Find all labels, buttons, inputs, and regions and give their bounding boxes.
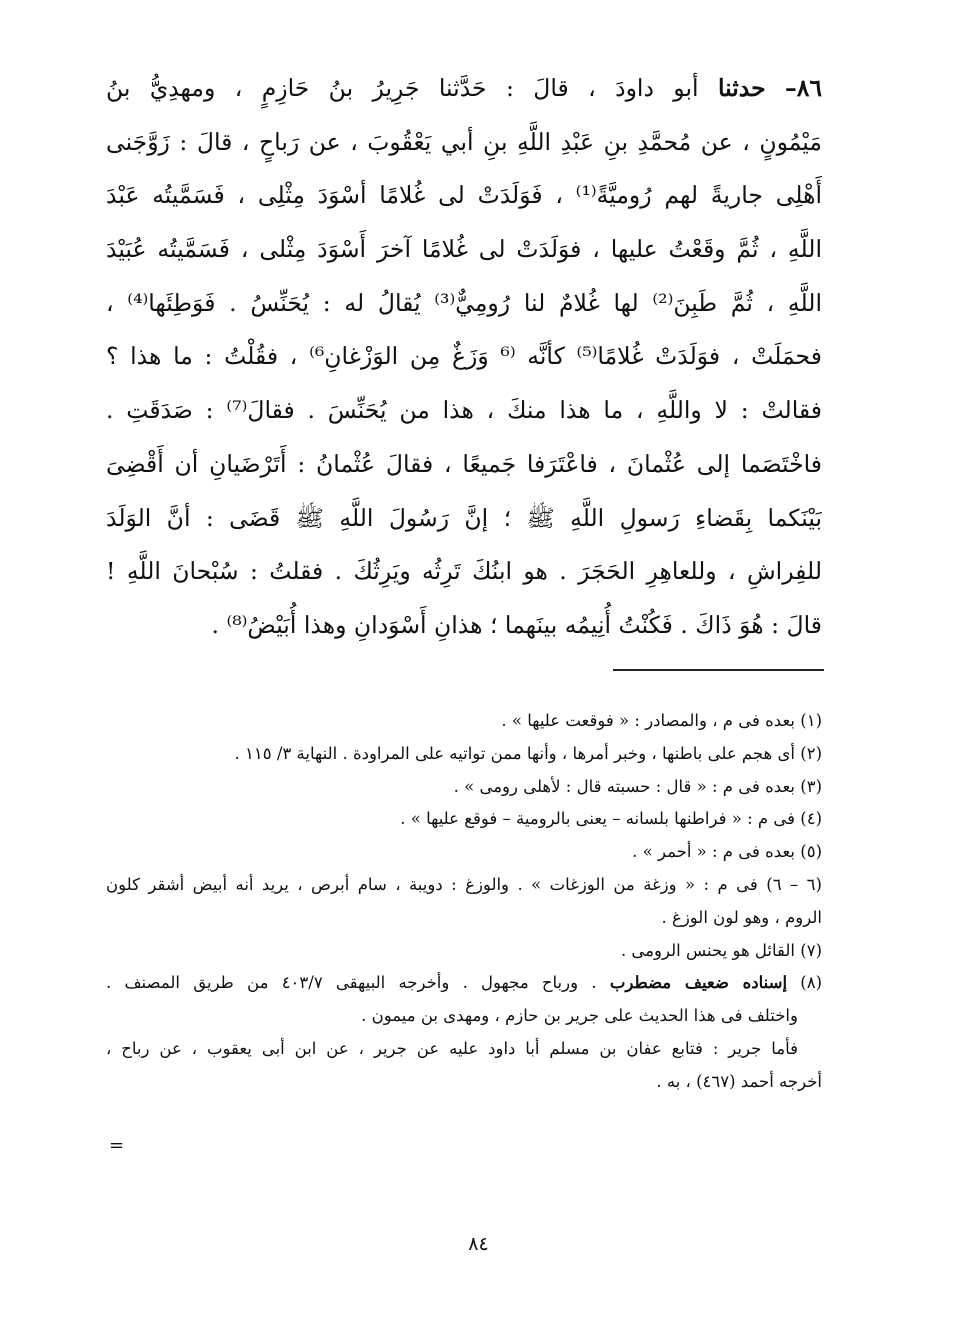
footnote-1: (١) بعده فى م ، والمصادر : « فوقعت عليها » . xyxy=(501,711,822,730)
hadith-line-9: بَيْنَكما بِقَضاءِ رَسولِ اللَّهِ ﷺ ؛ إنَّ رَسُولَ اللَّهِ ﷺ قَضَى : أنَّ الوَلَدَ xyxy=(106,503,822,532)
hadith-number: ٨٦– xyxy=(785,74,822,102)
hadith-line-6: فحمَلَتْ ، فوَلَدَتْ غُلامًا⁽⁵⁾ كأنَّه ⁽⁶ وَزَغٌ مِن الوَزْغانِ⁶⁾ ، فقُلْتُ : ما هذا ؟ xyxy=(106,342,822,371)
hadith-line-2: مَيْمُونٍ ، عن مُحمَّدِ بنِ عَبْدِ اللَّهِ بنِ أبي يَعْقُوبَ ، عن رَباحٍ ، قالَ : زَوَّجَنى xyxy=(106,127,822,156)
footnote-8-text: . ورباح مجهول . وأخرجه البيهقى ٤٠٣/٧ من طريق المصنف . xyxy=(106,973,597,993)
footnote-5: (٥) بعده فى م : « أحمر » . xyxy=(632,842,822,862)
hadith-line-11: قالَ : هُوَ ذَاكَ . فَكُنْتُ أُنِيمُه بينَهما ؛ هذانِ أَسْوَدانِ وهذا أُبَيْضُ⁽⁸⁾ . xyxy=(211,610,822,639)
hadith-line-4: اللَّهِ ، ثُمَّ وقَعْتُ عليها ، فوَلَدَتْ لى غُلامًا آخرَ أَسْوَدَ مِثْلى ، فَسَمَّيتُه عُبَيْدَ xyxy=(106,235,822,264)
footnote-8-grading: إسناده ضعيف مضطرب xyxy=(609,973,788,993)
footnote-3: (٣) بعده فى م : « قال : حسبته قال : لأهلى رومى » . xyxy=(453,776,822,796)
hadith-line-1 xyxy=(106,62,822,116)
footnote-8 xyxy=(106,967,822,1000)
hadith-line-5: اللَّهِ ، ثُمَّ طَبِنَ⁽²⁾ لها غُلامٌ لنا رُومِيٌّ⁽³⁾ يُقالُ له : يُحَنِّسُ . فَوَطِئَها⁽⁴⁾ ، xyxy=(106,288,822,317)
footnote-4: (٤) فى م : « فراطنها بلسانه – يعنى بالرومية – فوقع عليها » . xyxy=(400,809,822,829)
footnote-8-line-2: واختلف فى هذا الحديث على جرير بن حازم ، ومهدى بن ميمون . xyxy=(361,1006,798,1026)
footnote-8-line-3: فأما جرير : فتابع عفان بن مسلم أبا داود عليه عن جرير ، عن ابن أبى يعقوب ، عن رباح ، xyxy=(106,1038,798,1058)
hadith-line-8: فاخْتَصَما إلى عُثْمانَ ، فاعْتَرَفا جَميعًا ، فقالَ عُثْمانُ : أَتَرْضَيانِ أن أَقْضِىَ xyxy=(106,449,822,478)
hadith-line-10: للفِراشِ ، وللعاهِرِ الحَجَرَ . هو ابنُكَ تَرِثُه ويَرِثُكَ . فقلتُ : سُبْحانَ اللَّهِ ! xyxy=(106,557,822,586)
hadith-line-7: فقالتْ : لا واللَّهِ ، ما هذا منكَ ، هذا من يُحَنِّسَ . فقالَ⁽⁷⁾ : صَدَقَتِ . xyxy=(106,396,822,425)
footnote-8-marker: (٨) xyxy=(800,973,822,993)
footnote-8-line-4: أخرجه أحمد (٤٦٧) ، به . xyxy=(656,1071,822,1091)
hadith-line-text: أبو داودَ ، قالَ : حَدَّثنا جَرِيرُ بنُ حَازِمٍ ، ومهدِيُّ بنُ xyxy=(106,74,699,102)
footnote-6: (٦ – ٦) فى م : « وزغة من الوزغات » . والوزغ : دويبة ، سام أبرص ، يريد أنه أبيض أشقر كلون xyxy=(106,874,822,894)
continuation-mark: = xyxy=(109,1135,125,1156)
hadith-line-3: أَهْلِى جاريةً لهم رُوميَّةً⁽¹⁾ ، فَوَلَدَتْ لى غُلامًا أسْوَدَ مِثْلِى ، فَسَمَّيتُه عَبْدَ xyxy=(106,181,822,210)
footnote-2: (٢) أى هجم على باطنها ، وخبر أمرها ، وأنها ممن تواتيه على المراودة . النهاية ٣/ ١١٥ . xyxy=(234,743,822,763)
hadith-lead: حدثنا xyxy=(717,74,766,102)
page-number: ٨٤ xyxy=(468,1233,489,1255)
footnotes xyxy=(106,705,822,1099)
hadith-text xyxy=(106,62,822,653)
footnote-6-continued: الروم ، وهو لون الوزغ . xyxy=(661,907,822,927)
footnote-separator xyxy=(613,669,824,671)
footnote-7: (٧) القائل هو يحنس الرومى . xyxy=(620,940,822,960)
